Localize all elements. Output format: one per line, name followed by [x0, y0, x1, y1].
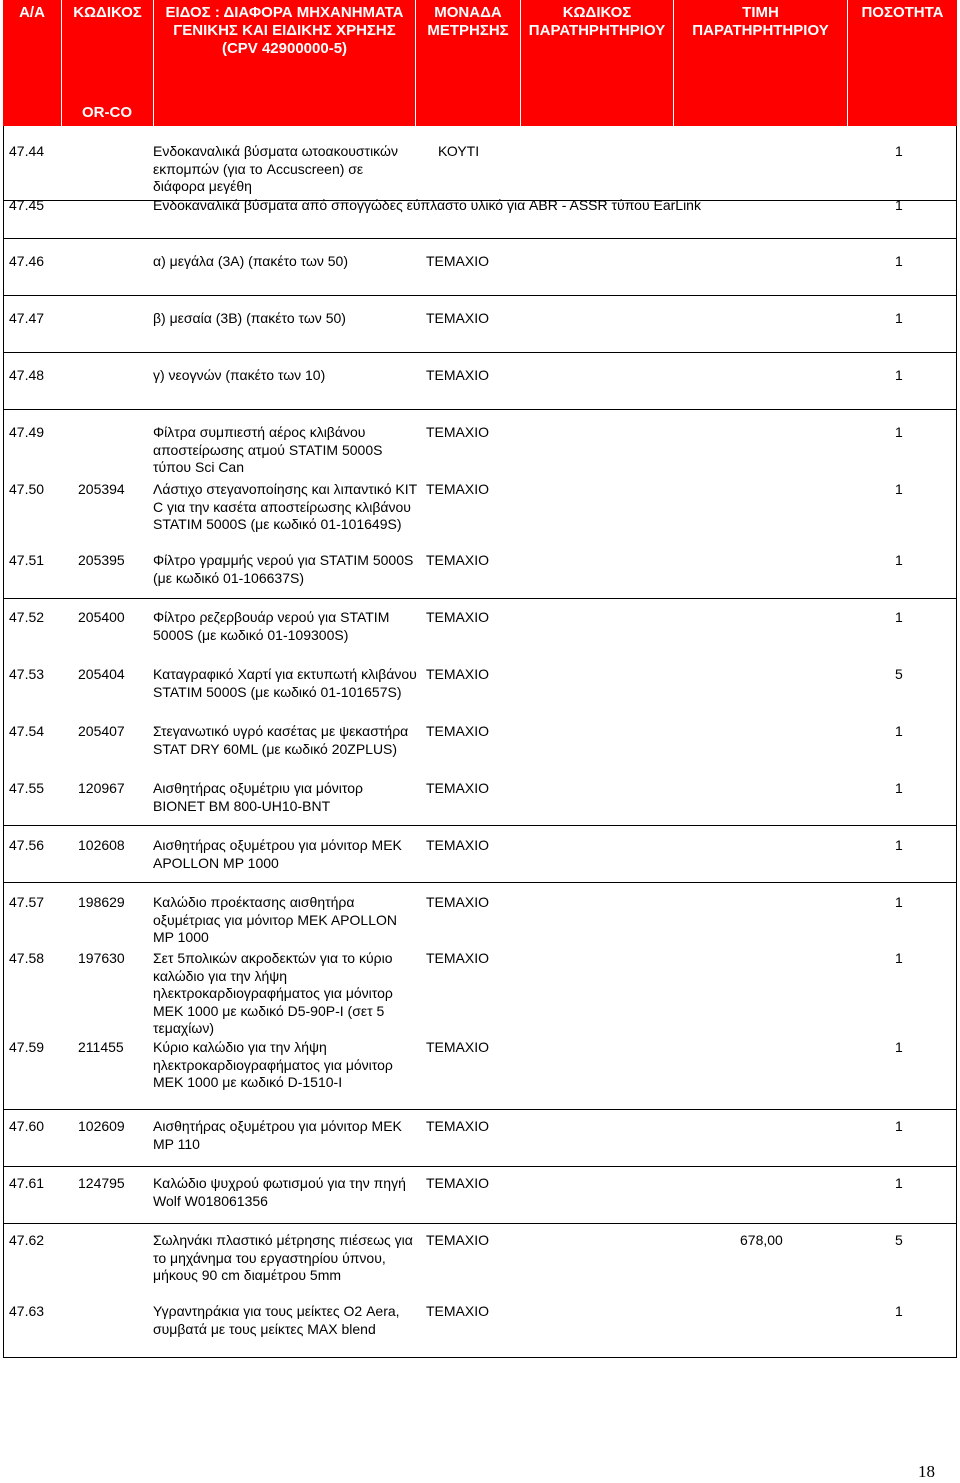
- item-code: 47.44: [9, 143, 45, 159]
- item-description: Καλώδιο προέκτασης αισθητήρα οξυμέτριας για μόνιτορ MEK APOLLON MP 1000: [153, 894, 397, 945]
- item-quantity: 5: [895, 666, 903, 682]
- item-quantity: 1: [895, 552, 903, 568]
- item-quantity: 1: [895, 1118, 903, 1134]
- item-cpv-code: 205404: [78, 666, 125, 682]
- item-quantity: 1: [895, 197, 903, 213]
- row-divider: [4, 598, 956, 599]
- item-cpv-code: 124795: [78, 1175, 125, 1191]
- row-divider: [4, 1109, 956, 1110]
- item-unit: ΤΕΜΑΧΙΟ: [426, 780, 490, 796]
- item-code: 47.45: [9, 197, 45, 213]
- item-description: Αισθητήρας οξυμέτρου για μόνιτορ MEK APOLLON MP 1000: [153, 837, 402, 871]
- item-price: 678,00: [740, 1232, 783, 1248]
- item-code: 47.63: [9, 1303, 45, 1319]
- header-unit: ΜΟΝΑΔΑ ΜΕΤΡΗΣΗΣ: [416, 0, 521, 126]
- item-description: Ενδοκαναλικά βύσματα ωτοακουστικών εκπομπών (για το Accuscreen) σε διάφορα μεγέθη: [153, 143, 398, 194]
- row-divider: [4, 352, 956, 353]
- item-code: 47.54: [9, 723, 45, 739]
- item-description: Ενδοκαναλικά βύσματα από σπογγώδες εύπλαστο υλικό για ABR - ASSR τύπου EarLink: [153, 197, 701, 213]
- header-quantity: ΠΟΣΟΤΗΤΑ: [861, 4, 944, 21]
- item-cpv-code: 205395: [78, 552, 125, 568]
- header-aa: Α/Α: [3, 0, 62, 126]
- item-quantity: 1: [895, 1039, 903, 1055]
- item-unit: ΤΕΜΑΧΙΟ: [426, 1303, 490, 1319]
- header-observatory-price: ΤΙΜΗ ΠΑΡΑΤΗΡΗΤΗΡΙΟΥ: [674, 0, 848, 126]
- row-divider: [4, 238, 956, 239]
- item-description: Καλώδιο ψυχρού φωτισμού για την πηγή Wolf W018061356: [153, 1175, 406, 1209]
- item-unit: ΤΕΜΑΧΙΟ: [426, 894, 490, 910]
- item-unit: ΤΕΜΑΧΙΟ: [426, 253, 490, 269]
- item-code: 47.53: [9, 666, 45, 682]
- item-code: 47.47: [9, 310, 45, 326]
- item-code: 47.51: [9, 552, 45, 568]
- item-description: Λάστιχο στεγανοποίησης και λιπαντικό KIT C για την κασέτα αποστείρωσης κλιβάνου STATIM 5000S (με κωδικό 01-101649S): [153, 481, 417, 532]
- row-divider: [4, 1223, 956, 1224]
- item-quantity: 1: [895, 367, 903, 383]
- item-code: 47.46: [9, 253, 45, 269]
- row-divider: [4, 1166, 956, 1167]
- item-unit: ΤΕΜΑΧΙΟ: [426, 837, 490, 853]
- item-quantity: 1: [895, 894, 903, 910]
- row-divider: [4, 882, 956, 883]
- item-quantity: 1: [895, 609, 903, 625]
- header-observatory-code: ΚΩΔΙΚΟΣ ΠΑΡΑΤΗΡΗΤΗΡΙΟΥ: [521, 0, 674, 126]
- header-code: ΚΩΔΙΚΟΣ: [62, 0, 154, 126]
- item-unit: ΤΕΜΑΧΙΟ: [426, 552, 490, 568]
- item-description: Αισθητήρας οξυμέτριυ για μόνιτορ BIONET BM 800-UH10-BNT: [153, 780, 363, 814]
- item-unit: ΤΕΜΑΧΙΟ: [426, 609, 490, 625]
- item-unit: ΤΕΜΑΧΙΟ: [426, 1175, 490, 1191]
- item-quantity: 1: [895, 424, 903, 440]
- item-code: 47.48: [9, 367, 45, 383]
- item-quantity: 1: [895, 780, 903, 796]
- item-quantity: 1: [895, 837, 903, 853]
- item-unit: ΤΕΜΑΧΙΟ: [426, 666, 490, 682]
- row-divider: [4, 825, 956, 826]
- item-description: Υγραντηράκια για τους μείκτες Ο2 Aera, συμβατά με τους μείκτες MAX blend: [153, 1303, 400, 1337]
- item-cpv-code: 205400: [78, 609, 125, 625]
- item-cpv-code: 102608: [78, 837, 125, 853]
- item-code: 47.50: [9, 481, 45, 497]
- item-cpv-code: 120967: [78, 780, 125, 796]
- item-cpv-code: 198629: [78, 894, 125, 910]
- item-unit: ΤΕΜΑΧΙΟ: [426, 424, 490, 440]
- item-cpv-code: 211455: [78, 1039, 124, 1055]
- item-quantity: 1: [895, 950, 903, 966]
- item-quantity: 1: [895, 310, 903, 326]
- item-unit: ΤΕΜΑΧΙΟ: [426, 950, 490, 966]
- item-quantity: 1: [895, 1303, 903, 1319]
- row-divider: [4, 409, 956, 410]
- item-description: Αισθητήρας οξυμέτρου για μόνιτορ MEK MP 110: [153, 1118, 402, 1152]
- item-code: 47.60: [9, 1118, 45, 1134]
- item-quantity: 1: [895, 253, 903, 269]
- item-code: 47.59: [9, 1039, 45, 1055]
- item-cpv-code: 205407: [78, 723, 125, 739]
- item-description: Φίλτρο ρεζερβουάρ νερού για STATIM 5000S (με κωδικό 01-109300S): [153, 609, 390, 643]
- item-quantity: 1: [895, 143, 903, 159]
- item-unit: ΤΕΜΑΧΙΟ: [426, 1039, 490, 1055]
- item-description: Στεγανωτικό υγρό κασέτας με ψεκαστήρα STAT DRY 60ML (με κωδικό 20ZPLUS): [153, 723, 409, 757]
- item-description: α) μεγάλα (3Α) (πακέτο των 50): [153, 253, 349, 269]
- item-description: Φίλτρο γραμμής νερού για STATIM 5000S (με κωδικό 01-106637S): [153, 552, 414, 586]
- item-quantity: 1: [895, 481, 903, 497]
- item-description: γ) νεογνών (πακέτο των 10): [153, 367, 326, 383]
- item-code: 47.52: [9, 609, 45, 625]
- item-code: 47.55: [9, 780, 45, 796]
- item-description: β) μεσαία (3Β) (πακέτο των 50): [153, 310, 346, 326]
- item-unit: ΚΟΥΤΙ: [438, 143, 480, 159]
- item-description: Σωληνάκι πλαστικό μέτρησης πιέσεως για το μηχάνημα του εργαστηρίου ύπνου, μήκους 90 cm διαμέτρου 5mm: [153, 1232, 413, 1283]
- item-cpv-code: 205394: [78, 481, 125, 497]
- item-code: 47.56: [9, 837, 45, 853]
- item-unit: ΤΕΜΑΧΙΟ: [426, 1232, 490, 1248]
- item-description: Φίλτρα συμπιεστή αέρος κλιβάνου αποστείρωσης ατμού STATIM 5000S τύπου Sci Can: [153, 424, 383, 475]
- orco-label: OR-CO: [82, 104, 132, 121]
- item-quantity: 1: [895, 723, 903, 739]
- item-code: 47.58: [9, 950, 45, 966]
- item-code: 47.49: [9, 424, 45, 440]
- item-code: 47.62: [9, 1232, 45, 1248]
- item-quantity: 1: [895, 1175, 903, 1191]
- item-cpv-code: 102609: [78, 1118, 125, 1134]
- item-description: Κύριο καλώδιο για την λήψη ηλεκτροκαρδιογραφήματος για μόνιτορ MEK 1000 με κωδικό D-1510-I: [153, 1039, 393, 1090]
- item-description: Σετ 5πολικών ακροδεκτών για το κύριο καλώδιο για την λήψη ηλεκτροκαρδιογραφήματος για μόνιτορ MEK 1000 με κωδικό D5-90P-I (σετ 5 τεμαχίων): [153, 950, 393, 1036]
- item-unit: ΤΕΜΑΧΙΟ: [426, 1118, 490, 1134]
- item-unit: ΤΕΜΑΧΙΟ: [426, 310, 490, 326]
- item-code: 47.57: [9, 894, 45, 910]
- item-unit: ΤΕΜΑΧΙΟ: [426, 481, 490, 497]
- item-description: Καταγραφικό Χαρτί για εκτυπωτή κλιβάνου STATIM 5000S (με κωδικό 01-101657S): [153, 666, 417, 700]
- item-code: 47.61: [9, 1175, 45, 1191]
- header-item-type: ΕΙΔΟΣ : ΔΙΑΦΟΡΑ ΜΗΧΑΝΗΜΑΤΑ ΓΕΝΙΚΗΣ ΚΑΙ ΕΙΔΙΚΗΣ ΧΡΗΣΗΣ (CPV 42900000-5): [154, 0, 416, 126]
- row-divider: [4, 295, 956, 296]
- item-cpv-code: 197630: [78, 950, 125, 966]
- page-number: 18: [918, 1462, 935, 1481]
- item-unit: ΤΕΜΑΧΙΟ: [426, 367, 490, 383]
- item-unit: ΤΕΜΑΧΙΟ: [426, 723, 490, 739]
- item-quantity: 5: [895, 1232, 903, 1248]
